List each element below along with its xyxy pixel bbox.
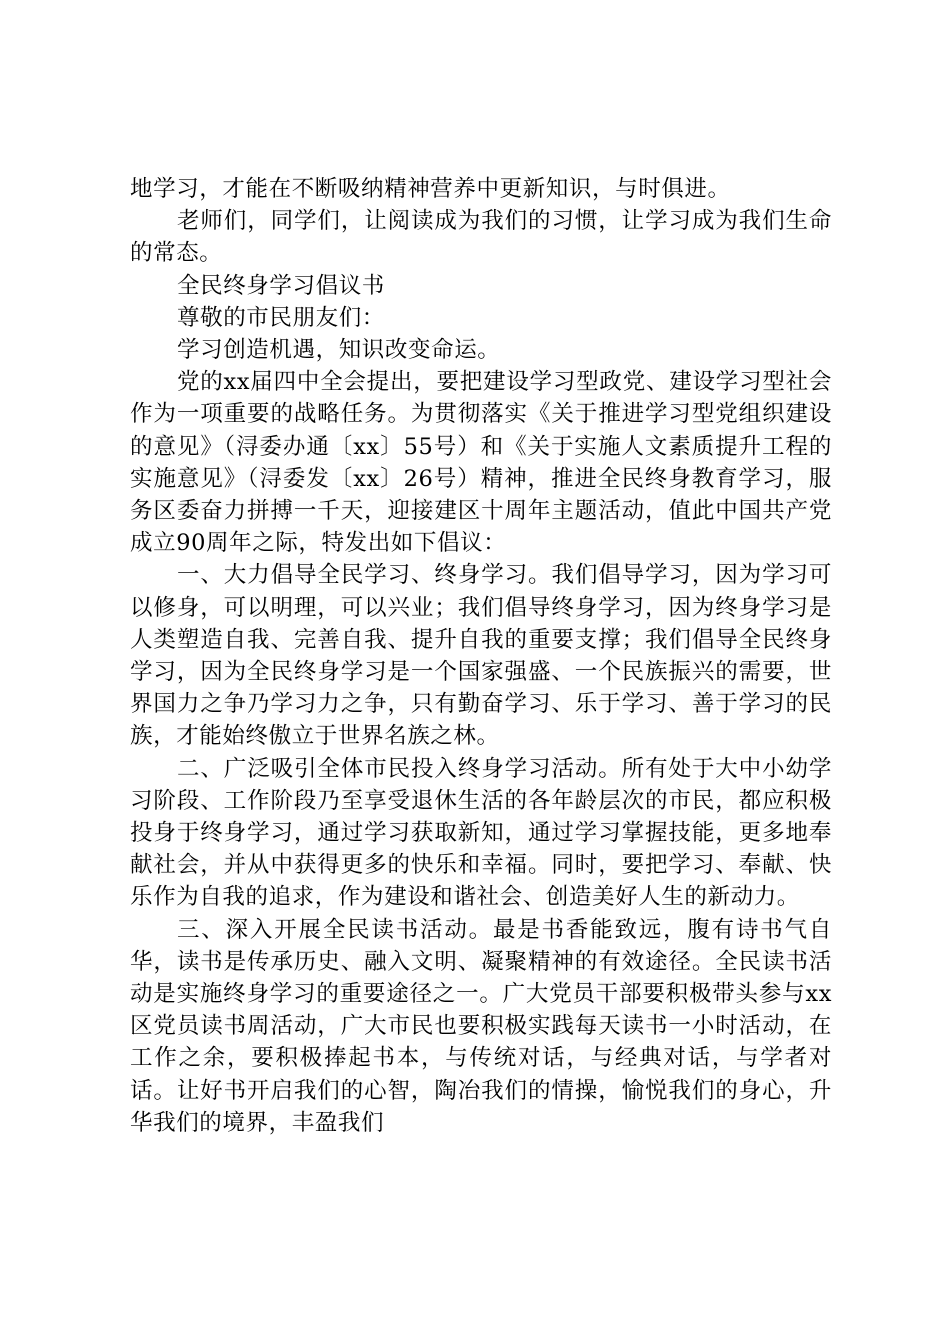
paragraph-background: 党的xx届四中全会提出，要把建设学习型政党、建设学习型社会作为一项重要的战略任务。为贯彻落实《关于推进学习型党组织建设的意见》（浔委办通〔xx〕55号）和《关于实施人文素质提升工程的实施意见》（浔委发〔xx〕26号）精神，推进全民终身教育学习，服务区委奋力拼搏一千天，迎接建区十周年主题活动，值此中国共产党成立90周年之际，特发出如下倡议： — [130, 369, 832, 557]
paragraph-closing-appeal: 老师们，同学们，让阅读成为我们的习惯，让学习成为我们生命的常态。 — [130, 208, 832, 267]
paragraph-continuation: 地学习，才能在不断吸纳精神营养中更新知识，与时俱进。 — [130, 176, 731, 202]
document-body — [130, 173, 832, 1139]
paragraph-proposal-2: 二、广泛吸引全体市民投入终身学习活动。所有处于大中小幼学习阶段、工作阶段乃至享受退休生活的各年龄层次的市民，都应积极投身于终身学习，通过学习获取新知，通过学习掌握技能，更多地奉献社会，并从中获得更多的快乐和幸福。同时，要把学习、奉献、快乐作为自我的追求，作为建设和谐社会、创造美好人生的新动力。 — [130, 755, 832, 911]
paragraph-proposal-1: 一、大力倡导全民学习、终身学习。我们倡导学习，因为学习可以修身，可以明理，可以兴业；我们倡导终身学习，因为终身学习是人类塑造自我、完善自我、提升自我的重要支撑；我们倡导全民终身学习，因为全民终身学习是一个国家强盛、一个民族振兴的需要，世界国力之争乃学习力之争，只有勤奋学习、乐于学习、善于学习的民族，才能始终傲立于世界名族之林。 — [130, 562, 832, 750]
paragraph-proposal-3: 三、深入开展全民读书活动。最是书香能致远，腹有诗书气自华，读书是传承历史、融入文明、凝聚精神的有效途径。全民读书活动是实施终身学习的重要途径之一。广大党员干部要积极带头参与xx区党员读书周活动，广大市民也要积极实践每天读书一小时活动，在工作之余，要积极捧起书本，与传统对话，与经典对话，与学者对话。让好书开启我们的心智，陶冶我们的情操，愉悦我们的身心，升华我们的境界，丰盈我们 — [130, 916, 832, 1136]
paragraph-motto: 学习创造机遇，知识改变命运。 — [177, 337, 501, 364]
salutation: 尊敬的市民朋友们： — [177, 304, 385, 331]
document-title: 全民终身学习倡议书 — [177, 272, 385, 299]
